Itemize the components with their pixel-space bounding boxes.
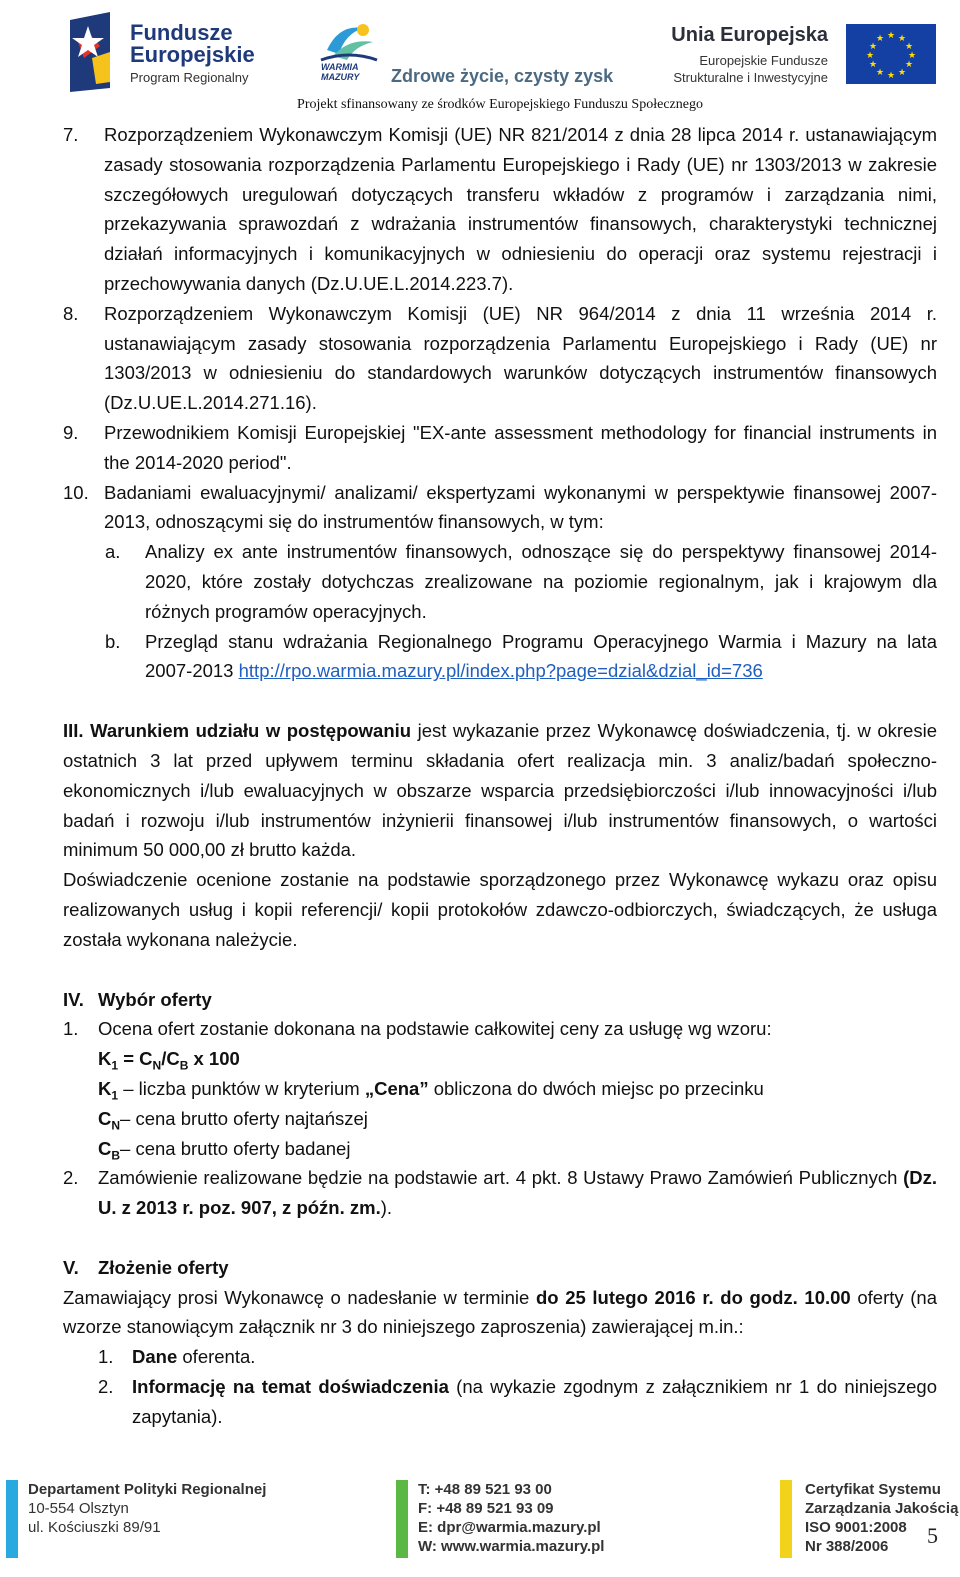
svg-text:★: ★ <box>868 42 878 52</box>
svg-text:★: ★ <box>886 71 896 81</box>
section-v-heading: V. Złożenie oferty <box>63 1256 229 1278</box>
list-item: 8. Rozporządzeniem Wykonawczym Komisji (UE) NR 964/2014 z dnia 11 września 2014 r. ustanawiającym zasady stosowania rozporządzenia Parlamentu Europejskiego i Rady (UE) nr 1303/2013 w odniesieniu do standardowych warunków dotyczących instrumentów finansowych (Dz.U.UE.L.2014.271.16). <box>63 302 937 414</box>
svg-text:★: ★ <box>875 68 885 78</box>
warmia-mazury-logo <box>315 20 615 100</box>
svg-text:★: ★ <box>904 42 914 52</box>
page-header <box>0 0 960 118</box>
section-iv-heading: IV. Wybór oferty <box>63 988 212 1010</box>
fe-subtitle: Program Regionalny <box>130 70 249 85</box>
document-body <box>63 120 937 1432</box>
footer-green-bar <box>396 1480 408 1558</box>
formula-definition: $C_B-$ cena brutto oferty badanej <box>98 1137 351 1163</box>
list-item: 2. Zamówienie realizowane będzie na podstawie art. 4 pkt. 8 Ustawy Prawo Zamówień Publicznych (Dz. U. z 2013 r. poz. 907, z późn. zm.). <box>63 1167 937 1219</box>
footer-certificate: Certyfikat Systemu Zarządzania Jakością ISO 9001:2008 Nr 388/2006 <box>805 1481 959 1555</box>
list-item: 1. Ocena ofert zostanie dokonana na podstawie całkowitej ceny za usługę wg wzoru: <box>63 1018 772 1040</box>
section-iii-paragraph-2: Doświadczenie ocenione zostanie na podstawie sporządzonego przez Wykonawcę wykazu oraz opisu realizowanych usług i kopii referencji/ kopii protokołów zdawczo-odbiorczych, świadczących, że usługa została wykonana należycie. <box>63 869 937 950</box>
formula-definition: $K_1$ – liczba punktów w kryterium „Cena” obliczona do dwóch miejsc po przecinku <box>98 1077 764 1103</box>
list-item: 7. Rozporządzeniem Wykonawczym Komisji (UE) NR 821/2014 z dnia 28 lipca 2014 r. ustanawiającym zasady stosowania rozporządzenia Parlamentu Europejskiego i Rady (UE) nr 1303/2013 w zakresie szczegółowych uregulowań dotyczących transferu wkładów z programów i zarządzania nimi, przekazywania sprawozdań z wdrażania instrumentów finansowych, charakterystyki technicznej działań informacyjnych i komunikacyjnych w odniesieniu do operacji oraz systemu rejestracji i przechowywania danych (Dz.U.UE.L.2014.223.7). <box>63 124 937 294</box>
ue-subtitle: Europejskie Fundusze Strukturalne i Inwestycyjne <box>673 53 828 85</box>
page-number: 5 <box>927 1523 938 1548</box>
list-item: 10. Badaniami ewaluacyjnymi/ analizami/ ekspertyzami wykonanymi w perspektywie finansowej 2007-2013, odnoszącymi się do instrumentów finansowych, w tym: <box>63 481 937 533</box>
svg-text:★: ★ <box>907 51 917 61</box>
svg-text:★: ★ <box>886 31 896 41</box>
fe-title: Fundusze Europejskie <box>130 20 255 67</box>
rpo-link[interactable]: http://rpo.warmia.mazury.pl/index.php?page=dzial&dzial_id=736 <box>238 660 763 682</box>
fundusze-europejskie-logo <box>70 12 270 92</box>
list-item: 9. Przewodnikiem Komisji Europejskiej "EX-ante assessment methodology for financial instruments in the 2014-2020 period". <box>63 421 937 473</box>
list-item: 2. Informację na temat doświadczenia (na wykazie zgodnym z załącznikiem nr 1 do niniejszego zapytania). <box>98 1376 937 1427</box>
sub-list-item: a. Analizy ex ante instrumentów finansowych, odnoszące się do perspektywy finansowej 2014-2020, które zostały dotychczas zrealizowane na poziomie regionalnym, jak i krajowym dla różnych programów operacyjnych. <box>105 541 937 622</box>
footer-contact: T: +48 89 521 93 00 F: +48 89 521 93 09 E: dpr@warmia.mazury.pl W: www.warmia.mazury.pl <box>418 1481 605 1555</box>
eu-flag-icon <box>846 24 936 84</box>
warmia-mazury-wordmark: WARMIA MAZURY <box>321 62 360 82</box>
list-item: 1. Dane oferenta. <box>98 1346 256 1368</box>
svg-text:★: ★ <box>865 51 875 61</box>
footer-blue-bar <box>6 1480 18 1558</box>
fe-star-icon <box>70 12 126 92</box>
page-footer <box>0 1476 960 1577</box>
sub-list-item: b. Przegląd stanu wdrażania Regionalnego Programu Operacyjnego Warmia i Mazury na lata 2007-2013 http://rpo.warmia.mazury.pl/index.php?page=dzial&dzial_id=736 <box>105 630 937 682</box>
footer-address: Departament Polityki Regionalnej 10-554 Olsztyn ul. Kościuszki 89/91 <box>28 1481 267 1536</box>
svg-text:★: ★ <box>868 60 878 70</box>
formula-definition: $C_N-$ cena brutto oferty najtańszej <box>98 1107 368 1133</box>
ue-title: Unia Europejska <box>671 24 828 46</box>
warmia-mazury-emblem-icon <box>319 20 379 64</box>
svg-text:★: ★ <box>875 34 885 44</box>
unia-europejska-logo <box>650 22 940 92</box>
footer-yellow-bar <box>780 1480 792 1558</box>
svg-text:★: ★ <box>897 68 907 78</box>
svg-text:★: ★ <box>904 60 914 70</box>
svg-text:★: ★ <box>897 34 907 44</box>
section-v-paragraph: Zamawiający prosi Wykonawcę o nadesłanie w terminie do 25 lutego 2016 r. do godz. 10.00 oferty (na wzorze stanowiącym załącznik nr 3 do niniejszego zaproszenia) zawierającej m.in.: <box>63 1286 937 1338</box>
project-funding-line: Projekt sfinansowany ze środków Europejskiego Funduszu Społecznego <box>297 97 703 112</box>
formula: $K_1 = C_N/C_B$ x 100 <box>98 1048 240 1073</box>
slogan: Zdrowe życie, czysty zysk <box>391 66 614 86</box>
section-iii-paragraph: III. Warunkiem udziału w postępowaniu jest wykazanie przez Wykonawcę doświadczenia, tj. w okresie ostatnich 3 lat przed upływem terminu składania ofert realizacja min. 3 analiz/badań społeczno-ekonomicznych i/lub ewaluacyjnych w obszarze wsparcia przedsiębiorczości i/lub innowacyjności i/lub badań i rozwoju i/lub instrumentów inżynierii finansowej i/lub instrumentów finansowych, o wartości minimum 50 000,00 zł brutto każda. <box>63 720 937 861</box>
